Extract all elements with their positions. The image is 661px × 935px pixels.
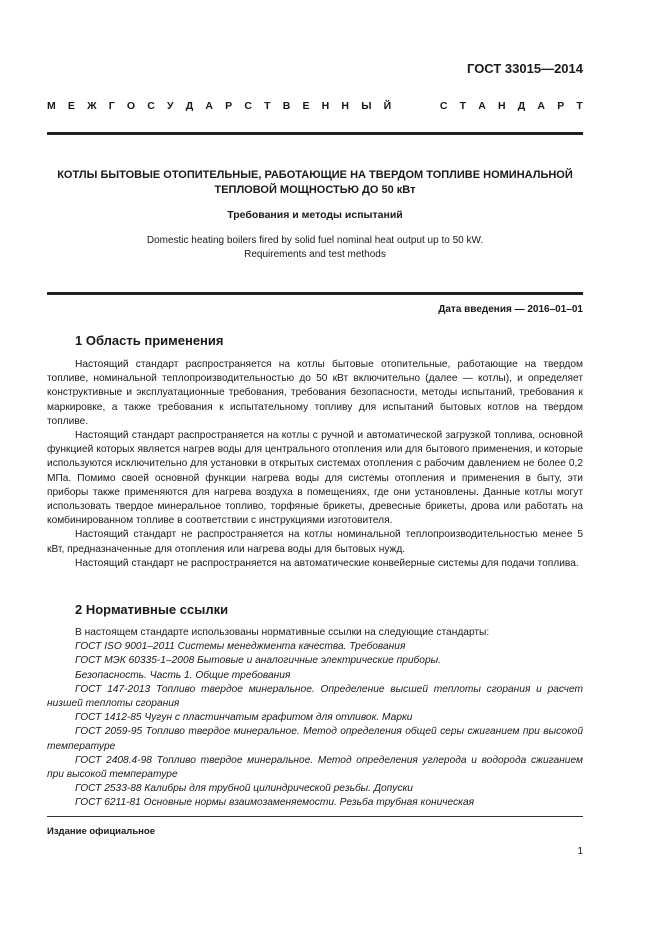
standard-type-heading: [47, 100, 583, 116]
reference-item: ГОСТ 147-2013 Топливо твердое минеральное. Определение высшей теплоты сгорания и расчет низшей теплоты сгорания: [47, 683, 583, 710]
letter: У: [167, 100, 174, 112]
letter: Ы: [361, 100, 372, 112]
reference-item: ГОСТ 1412-85 Чугун с пластинчатым графитом для отливок. Марки: [75, 712, 413, 724]
letter: О: [126, 100, 136, 112]
letter: Т: [459, 100, 467, 112]
section-body: [47, 358, 583, 571]
paragraph: Настоящий стандарт не распространяется на котлы номинальной теплопроизводительностью менее 5 кВт, предназначенные для отопления или нагрева воды для бытовых нужд.: [47, 529, 583, 555]
paragraph: Настоящий стандарт не распространяется на автоматические конвейерные системы для подачи топлива.: [75, 557, 579, 569]
letter: С: [147, 100, 155, 112]
letter: Е: [67, 100, 75, 112]
footer-divider: [47, 816, 583, 817]
title-divider: [47, 292, 583, 295]
english-title-line: Requirements and test methods: [244, 249, 386, 260]
letter: Н: [321, 100, 330, 112]
letter: Й: [383, 100, 392, 112]
letter: Т: [576, 100, 583, 112]
reference-item: Безопасность. Часть 1. Общие требования: [75, 669, 291, 681]
letter: Р: [557, 100, 565, 112]
document-subtitle: Требования и методы испытаний: [227, 209, 403, 221]
edition-note: Издание официальное: [47, 826, 155, 837]
references-lead: В настоящем стандарте использованы нормативные ссылки на следующие стандарты:: [75, 627, 490, 638]
letter: Д: [185, 100, 194, 112]
letter: Т: [264, 100, 271, 112]
title-line: ТЕПЛОВОЙ МОЩНОСТЬЮ ДО 50 кВт: [214, 184, 416, 196]
letter: Н: [341, 100, 350, 112]
references-list: [47, 626, 583, 811]
reference-item: ГОСТ 2533-88 Калибры для трубной цилиндрической резьбы. Допуски: [75, 783, 413, 795]
letter: Н: [498, 100, 506, 112]
letter: В: [282, 100, 291, 112]
letter: М: [47, 100, 56, 112]
reference-item: ГОСТ 6211-81 Основные нормы взаимозаменяемости. Резьба трубная коническая: [75, 797, 475, 809]
letter: Р: [225, 100, 233, 112]
page-number: 1: [577, 846, 583, 857]
letter: А: [478, 100, 486, 112]
document-title: [47, 168, 583, 198]
letter: Д: [517, 100, 526, 112]
section-heading: 2 Нормативные ссылки: [75, 602, 229, 617]
english-title-line: Domestic heating boilers fired by solid fuel nominal heat output up to 50 kW.: [146, 235, 484, 246]
gost-number: ГОСТ 33015—2014: [467, 61, 583, 76]
reference-item: ГОСТ 2059-95 Топливо твердое минеральное. Метод определения общей серы сжиганием при высокой температуре: [47, 726, 583, 752]
letter: Е: [302, 100, 310, 112]
paragraph: Настоящий стандарт распространяется на котлы бытовые отопительные, работающие на твердом топливе, номинальной теплопроизводительностью до 50 кВт включительно (далее — котлы), и определяет конструктивные и эксплуатационные требования, требования безопасности, методы испытаний, требования к маркировке, а также требования к испытательному топливу для испытаний бытовых котлов на твердом топливе.: [47, 359, 583, 427]
letter: Г: [108, 100, 115, 112]
reference-item: ГОСТ МЭК 60335-1–2008 Бытовые и аналогичные электрические приборы.: [75, 655, 441, 667]
letter: А: [205, 100, 213, 112]
letter: С: [439, 100, 448, 112]
paragraph: Настоящий стандарт распространяется на котлы с ручной и автоматической загрузкой топлива, основной функцией которых является нагрев воды для центрального отопления или для бытового применения, и которые используются исключительно для установки в открытых системах отопления с рабочим давлением не более 0,2 МПа. Помимо своей основной функции нагрева воды для системы отопления и применения в быту, эти приборы также применяются для нагрева воздуха в помещениях, где они установлены. Данные котлы могут использовать твердое минеральное топливо, торфяные брикеты, древесные брикеты, дрова или работать на комбинированном топливе в соответствии с инструкциями изготовителя.: [47, 430, 583, 527]
letter: С: [244, 100, 252, 112]
header-divider: [47, 132, 583, 135]
section-heading: 1 Область применения: [75, 333, 224, 348]
english-title: [47, 234, 583, 262]
intro-date: Дата введения — 2016–01–01: [438, 304, 583, 315]
reference-item: ГОСТ 2408.4-98 Топливо твердое минеральное. Метод определения углерода и водорода сжиганием при высокой температуре: [47, 754, 583, 781]
letter: А: [537, 100, 546, 112]
title-line: КОТЛЫ БЫТОВЫЕ ОТОПИТЕЛЬНЫЕ, РАБОТАЮЩИЕ НА ТВЕРДОМ ТОПЛИВЕ НОМИНАЛЬНОЙ: [57, 169, 573, 181]
letter: Ж: [87, 100, 97, 112]
reference-item: ГОСТ ISO 9001–2011 Системы менеджмента качества. Требования: [75, 641, 406, 653]
